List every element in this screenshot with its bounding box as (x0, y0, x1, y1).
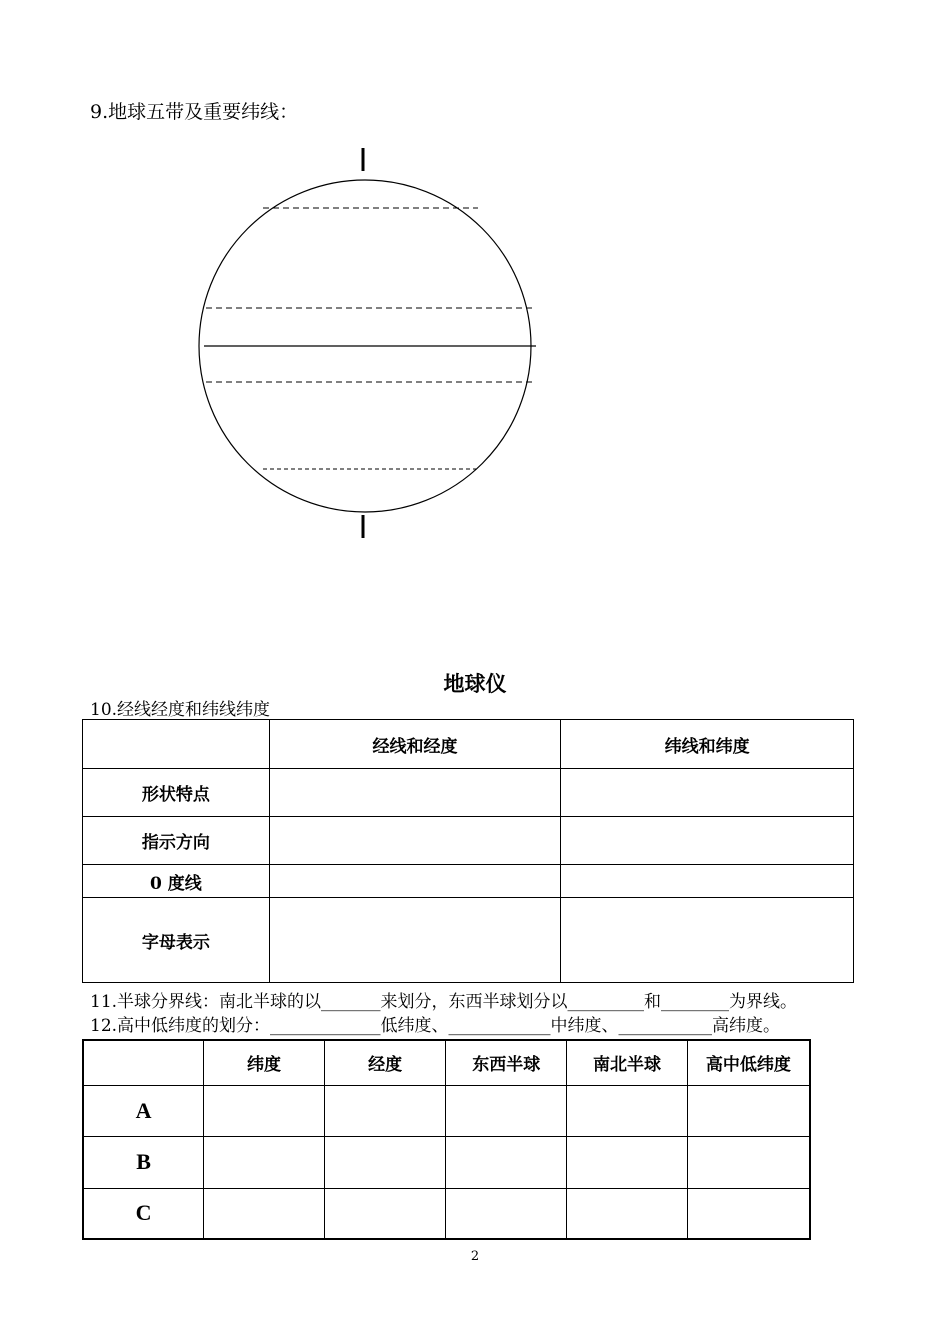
table-row (83, 769, 854, 817)
answer-cell[interactable] (446, 1188, 567, 1239)
answer-cell[interactable] (561, 769, 854, 817)
answer-cell[interactable] (567, 1188, 688, 1239)
question-12-text: 12.高中低纬度的划分：_____________低纬度、____________中纬度、___________高纬度。 (90, 1016, 781, 1036)
table-header-cell (83, 1040, 204, 1085)
table-header-cell: 纬线和纬度 (561, 720, 854, 769)
table-header-cell: 南北半球 (567, 1040, 688, 1085)
question-11-text: 11.半球分界线：南北半球的以_______来划分，东西半球划分以_________和________为界线。 (90, 992, 798, 1012)
table-row (83, 898, 854, 983)
table-row (83, 1188, 810, 1239)
answer-cell[interactable] (561, 817, 854, 865)
answer-cell[interactable] (567, 1136, 688, 1188)
answer-cell[interactable] (446, 1085, 567, 1136)
question-9-text: 9.地球五带及重要纬线： (90, 101, 299, 123)
table-header-cell: 经线和经度 (269, 720, 561, 769)
row-label: 字母表示 (83, 898, 270, 983)
answer-cell[interactable] (567, 1085, 688, 1136)
table-header-cell (83, 720, 270, 769)
table-row (83, 1085, 810, 1136)
row-label: 形状特点 (83, 769, 270, 817)
answer-cell[interactable] (687, 1136, 810, 1188)
answer-cell[interactable] (204, 1085, 325, 1136)
answer-cell[interactable] (204, 1188, 325, 1239)
table-header-cell: 东西半球 (446, 1040, 567, 1085)
row-label: C (83, 1188, 204, 1239)
row-label: B (83, 1136, 204, 1188)
answer-cell[interactable] (324, 1085, 446, 1136)
table-row (83, 817, 854, 865)
row-label: A (83, 1085, 204, 1136)
answer-cell[interactable] (561, 898, 854, 983)
table-row (83, 865, 854, 898)
row-label: 0 度线 (83, 865, 270, 898)
table-header-row (83, 1040, 810, 1085)
table-row (83, 1136, 810, 1188)
page-number: 2 (470, 1249, 480, 1264)
table-header-cell: 经度 (324, 1040, 446, 1085)
answer-cell[interactable] (269, 817, 561, 865)
answer-cell[interactable] (687, 1085, 810, 1136)
answer-cell[interactable] (269, 865, 561, 898)
longitude-latitude-table (82, 719, 854, 983)
section-title: 地球仪 (443, 672, 507, 696)
answer-cell[interactable] (561, 865, 854, 898)
globe-five-zones-diagram (195, 140, 545, 545)
answer-cell[interactable] (446, 1136, 567, 1188)
row-label: 指示方向 (83, 817, 270, 865)
table-header-cell: 高中低纬度 (687, 1040, 810, 1085)
answer-cell[interactable] (204, 1136, 325, 1188)
question-10-text: 10.经线经度和纬线纬度 (90, 700, 271, 720)
table-header-cell: 纬度 (204, 1040, 325, 1085)
answer-cell[interactable] (687, 1188, 810, 1239)
answer-cell[interactable] (269, 898, 561, 983)
table-header-row (83, 720, 854, 769)
answer-cell[interactable] (324, 1136, 446, 1188)
location-classification-table (82, 1039, 811, 1240)
answer-cell[interactable] (324, 1188, 446, 1239)
answer-cell[interactable] (269, 769, 561, 817)
